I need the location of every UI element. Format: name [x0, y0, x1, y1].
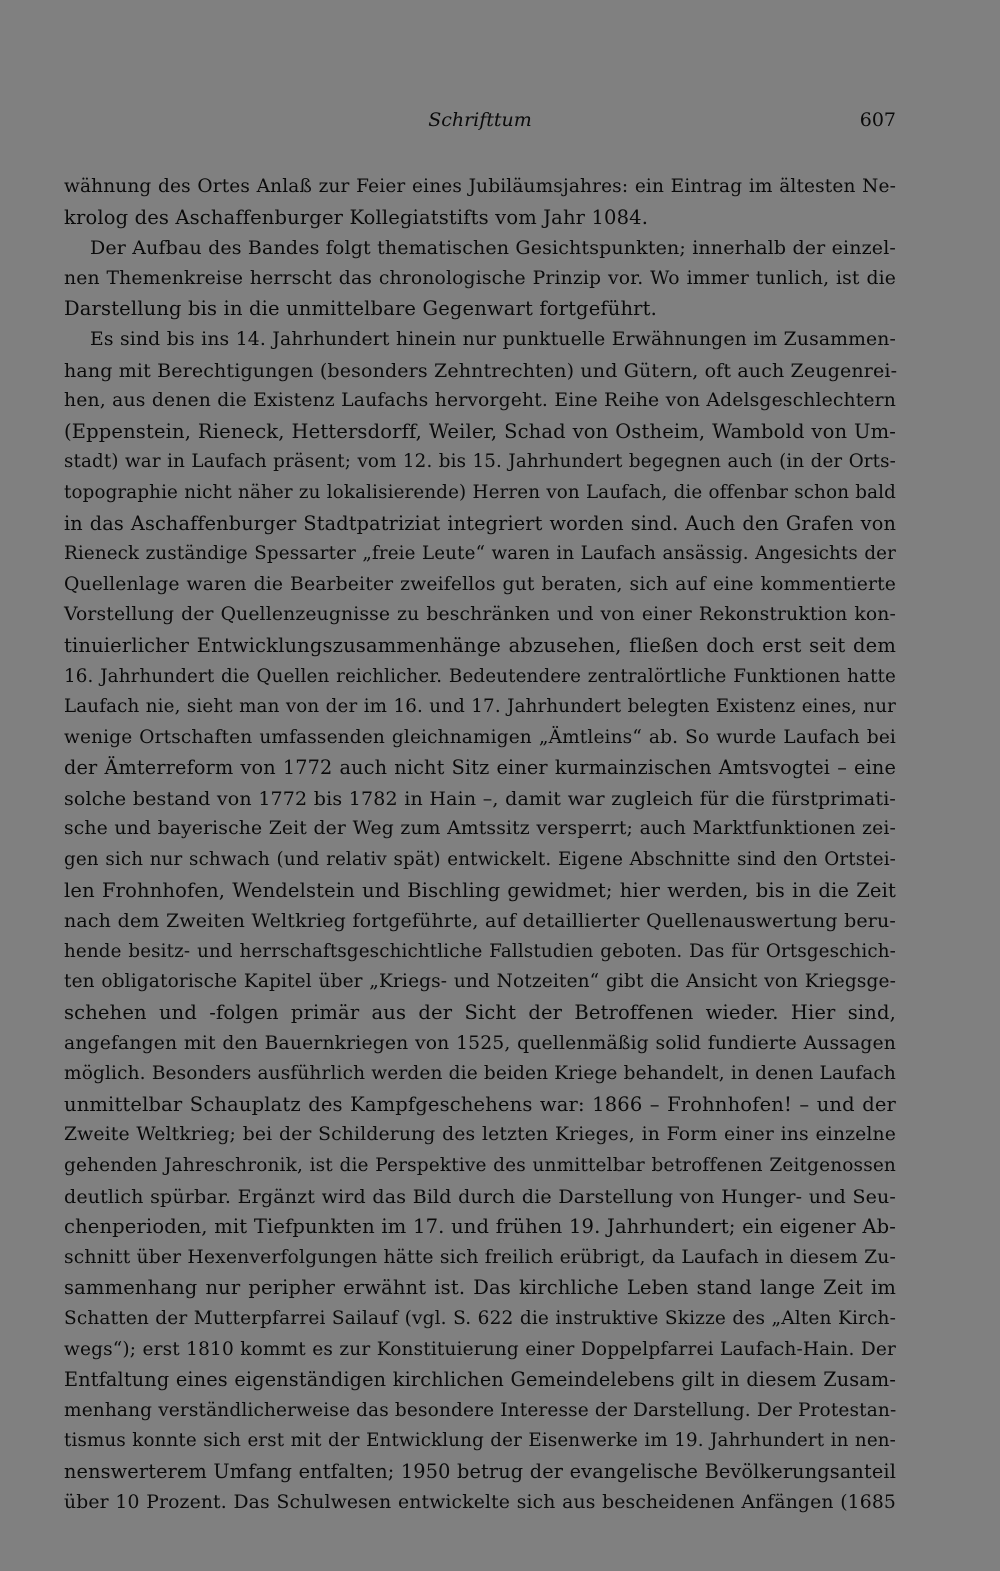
text-line: Darstellung bis in die unmittelbare Gegenwart fortgeführt. — [64, 297, 657, 321]
text-line: Es sind bis ins 14. Jahrhundert hinein nur punktuelle Erwähnungen im Zusammen- — [90, 328, 896, 350]
text-line: Rieneck zuständige Spessarter „freie Leute“ waren in Laufach ansässig. Angesichts der — [64, 543, 896, 565]
text-line: topographie nicht näher zu lokalisierende) Herren von Laufach, die offenbar schon bald — [64, 481, 896, 503]
text-line: wähnung des Ortes Anlaß zur Feier eines Jubiläumsjahres: ein Eintrag im ältesten Ne- — [64, 176, 896, 197]
text-line: über 10 Prozent. Das Schulwesen entwickelte sich aus bescheidenen Anfängen (1685 — [64, 1491, 896, 1513]
text-line: gen sich nur schwach (und relativ spät) entwickelt. Eigene Abschnitte sind den Ortstei- — [64, 849, 896, 871]
text-line: angefangen mit den Bauernkriegen von 1525, quellenmäßig solid fundierte Aussagen — [64, 1032, 896, 1054]
text-line: Zweite Weltkrieg; bei der Schilderung des letzten Krieges, in Form einer ins einzelne — [64, 1124, 896, 1146]
text-line: wegs“); erst 1810 kommt es zur Konstituierung einer Doppelpfarrei Laufach-Hain. Der — [64, 1338, 896, 1360]
text-line: ten obligatorische Kapitel über „Kriegs- und Notzeiten“ gibt die Ansicht von Kriegsge- — [64, 971, 896, 993]
text-line: solche bestand von 1772 bis 1782 in Hain –, damit war zugleich für die fürstprimati- — [64, 787, 896, 810]
text-line: unmittelbar Schauplatz des Kampfgeschehens war: 1866 – Frohnhofen! – und der — [64, 1092, 896, 1116]
text-line: Quellenlage waren die Bearbeiter zweifellos gut beraten, sich auf eine kommentierte — [64, 573, 896, 595]
text-line: hen, aus denen die Existenz Laufachs hervorgeht. Eine Reihe von Adelsgeschlechtern — [64, 390, 896, 412]
running-title: Schrifttum — [428, 109, 532, 131]
text-line: Entfaltung eines eigenständigen kirchlichen Gemeindelebens gilt in diesem Zusam- — [64, 1368, 896, 1392]
text-line: menhang verständlicherweise das besondere Interesse der Darstellung. Der Protestan- — [64, 1399, 897, 1421]
text-line: hende besitz- und herrschaftsgeschichtliche Fallstudien geboten. Das für Ortsgeschich- — [64, 940, 896, 962]
text-line: Laufach nie, sieht man von der im 16. und 17. Jahrhundert belegten Existenz eines, nur — [64, 696, 896, 718]
text-line: Schatten der Mutterpfarrei Sailauf (vgl. S. 622 die instruktive Skizze des „Alten Kirch- — [64, 1307, 896, 1329]
text-line: (Eppenstein, Rieneck, Hettersdorff, Weiler, Schad von Ostheim, Wambold von Um- — [64, 419, 896, 443]
text-line: stadt) war in Laufach präsent; vom 12. bis 15. Jahrhundert begegnen auch (in der Orts- — [64, 451, 896, 473]
text-line: Vorstellung der Quellenzeugnisse zu beschränken und von einer Rekonstruktion kon- — [64, 604, 896, 626]
text-line: sche und bayerische Zeit der Weg zum Amtssitz versperrt; auch Marktfunktionen zei- — [64, 818, 896, 840]
text-line: nach dem Zweiten Weltkrieg fortgeführte, auf detaillierter Quellenauswertung beru- — [64, 910, 896, 933]
text-line: möglich. Besonders ausführlich werden die beiden Kriege behandelt, in denen Laufach — [64, 1063, 896, 1085]
text-line: wenige Ortschaften umfassenden gleichnamigen „Ämtleins“ ab. So wurde Laufach bei — [64, 726, 896, 748]
text-line: der Ämterreform von 1772 auch nicht Sitz einer kurmainzischen Amtsvogtei – eine — [64, 756, 896, 780]
text-line: chenperioden, mit Tiefpunkten im 17. und frühen 19. Jahrhundert; ein eigener Ab- — [64, 1215, 896, 1239]
text-line: Der Aufbau des Bandes folgt thematischen Gesichtspunkten; innerhalb der einzel- — [90, 237, 896, 260]
text-line: sammenhang nur peripher erwähnt ist. Das kirchliche Leben stand lange Zeit im — [64, 1276, 896, 1300]
text-line: len Frohnhofen, Wendelstein und Bischling gewidmet; hier werden, bis in die Zeit — [64, 878, 896, 902]
text-line: 16. Jahrhundert die Quellen reichlicher. Bedeutendere zentralörtliche Funktionen hatte — [64, 665, 896, 687]
text-line: gehenden Jahreschronik, ist die Perspektive des unmittelbar betroffenen Zeitgenossen — [64, 1155, 896, 1176]
text-line: tinuierlicher Entwicklungszusammenhänge abzusehen, fließen doch erst seit dem — [64, 633, 896, 657]
text-line: schehen und -folgen primär aus der Sicht der Betroffenen wieder. Hier sind, — [64, 1001, 896, 1025]
text-line: tismus konnte sich erst mit der Entwicklung der Eisenwerke im 19. Jahrhundert in nen- — [64, 1430, 896, 1452]
text-line: nenswerterem Umfang entfalten; 1950 betrug der evangelische Bevölkerungsanteil — [64, 1459, 896, 1483]
text-line: deutlich spürbar. Ergänzt wird das Bild durch die Darstellung von Hunger- und Seu- — [64, 1185, 896, 1208]
text-line: hang mit Berechtigungen (besonders Zehntrechten) und Gütern, oft auch Zeugenrei- — [64, 359, 898, 382]
text-line: krolog des Aschaffenburger Kollegiatstifts vom Jahr 1084. — [64, 205, 649, 229]
body-text — [64, 172, 896, 1518]
text-line: in das Aschaffenburger Stadtpatriziat integriert worden sind. Auch den Grafen von — [64, 511, 896, 535]
text-line: nen Themenkreise herrscht das chronologische Prinzip vor. Wo immer tunlich, ist die — [64, 267, 896, 289]
text-line: schnitt über Hexenverfolgungen hätte sich freilich erübrigt, da Laufach in diesem Zu- — [64, 1246, 896, 1268]
page-number: 607 — [859, 109, 896, 131]
